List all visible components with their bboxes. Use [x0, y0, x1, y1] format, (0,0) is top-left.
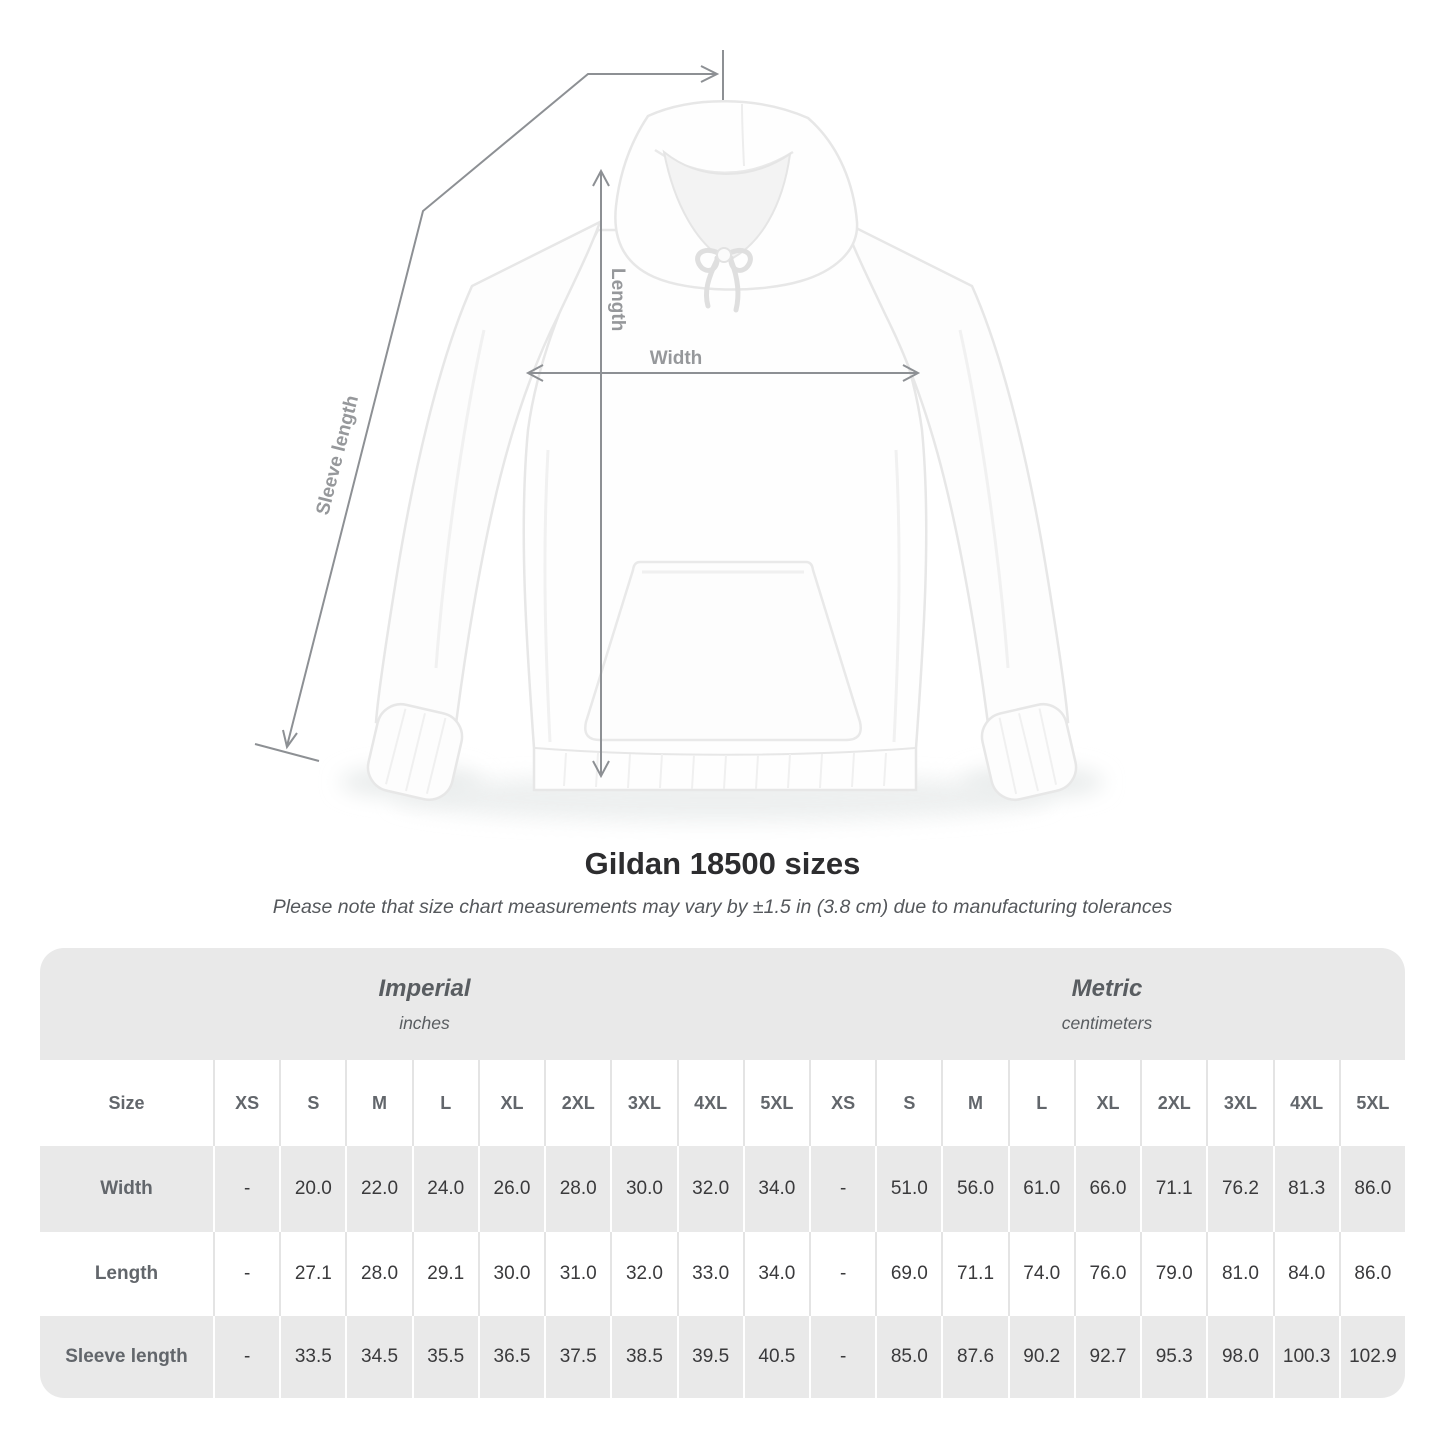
table-cell: 22.0: [345, 1146, 411, 1232]
length-label: Length: [607, 268, 628, 332]
metric-group-name: Metric: [1071, 974, 1143, 1002]
table-cell: 26.0: [478, 1146, 544, 1232]
table-cell: 98.0: [1206, 1316, 1272, 1398]
size-header-metric: 4XL: [1273, 1060, 1339, 1146]
table-cell: 40.5: [743, 1316, 809, 1398]
size-table: [40, 948, 1405, 1398]
table-cell: 24.0: [412, 1146, 478, 1232]
table-cell: 33.0: [677, 1232, 743, 1316]
size-header-metric: XL: [1074, 1060, 1140, 1146]
size-header-imperial: 3XL: [610, 1060, 676, 1146]
table-cell: 20.0: [279, 1146, 345, 1232]
size-header-metric: S: [875, 1060, 941, 1146]
table-cell: 81.3: [1273, 1146, 1339, 1232]
imperial-group-unit: inches: [399, 1012, 450, 1033]
table-cell: 39.5: [677, 1316, 743, 1398]
table-cell: 87.6: [941, 1316, 1007, 1398]
table-cell: 79.0: [1140, 1232, 1206, 1316]
hoodie-pocket: [585, 562, 860, 740]
table-cell: 35.5: [412, 1316, 478, 1398]
table-cell: 33.5: [279, 1316, 345, 1398]
table-cell: 71.1: [941, 1232, 1007, 1316]
table-cell: 27.1: [279, 1232, 345, 1316]
size-header-imperial: 2XL: [544, 1060, 610, 1146]
size-header-imperial: L: [412, 1060, 478, 1146]
size-header-metric: 2XL: [1140, 1060, 1206, 1146]
size-header-imperial: M: [345, 1060, 411, 1146]
table-cell: 76.0: [1074, 1232, 1140, 1316]
size-header-imperial: XL: [478, 1060, 544, 1146]
table-cell: 71.1: [1140, 1146, 1206, 1232]
table-cell: 31.0: [544, 1232, 610, 1316]
table-cell: 30.0: [610, 1146, 676, 1232]
table-cell: -: [213, 1146, 279, 1232]
width-label: Width: [649, 348, 703, 369]
table-cell: 69.0: [875, 1232, 941, 1316]
table-cell: 51.0: [875, 1146, 941, 1232]
page-title: Gildan 18500 sizes: [584, 846, 861, 881]
table-cell: 84.0: [1273, 1232, 1339, 1316]
size-header-metric: 5XL: [1339, 1060, 1405, 1146]
size-column-header: Size: [40, 1060, 213, 1146]
table-cell: 34.0: [743, 1146, 809, 1232]
row-label-width: Width: [40, 1146, 213, 1232]
table-cell: 81.0: [1206, 1232, 1272, 1316]
table-cell: 102.9: [1339, 1316, 1405, 1398]
table-cell: -: [809, 1232, 875, 1316]
size-header-metric: 3XL: [1206, 1060, 1272, 1146]
table-cell: 28.0: [544, 1146, 610, 1232]
metric-group-unit: centimeters: [1061, 1012, 1153, 1033]
hoodie-photo: [340, 101, 1104, 822]
table-cell: 32.0: [610, 1232, 676, 1316]
table-cell: 74.0: [1008, 1232, 1074, 1316]
size-header-metric: XS: [809, 1060, 875, 1146]
table-cell: 29.1: [412, 1232, 478, 1316]
table-cell: 85.0: [875, 1316, 941, 1398]
row-label-sleeve-length: Sleeve length: [40, 1316, 213, 1398]
size-header-metric: L: [1008, 1060, 1074, 1146]
size-header-imperial: 5XL: [743, 1060, 809, 1146]
table-cell: -: [809, 1316, 875, 1398]
table-cell: 34.5: [345, 1316, 411, 1398]
table-cell: 86.0: [1339, 1232, 1405, 1316]
table-cell: 76.2: [1206, 1146, 1272, 1232]
table-cell: -: [809, 1146, 875, 1232]
table-cell: 56.0: [941, 1146, 1007, 1232]
table-cell: 37.5: [544, 1316, 610, 1398]
table-cell: 100.3: [1273, 1316, 1339, 1398]
table-cell: -: [213, 1232, 279, 1316]
table-cell: 32.0: [677, 1146, 743, 1232]
table-cell: 92.7: [1074, 1316, 1140, 1398]
table-cell: 28.0: [345, 1232, 411, 1316]
table-cell: 34.0: [743, 1232, 809, 1316]
table-cell: 86.0: [1339, 1146, 1405, 1232]
table-cell: 66.0: [1074, 1146, 1140, 1232]
size-header-metric: M: [941, 1060, 1007, 1146]
size-header-imperial: XS: [213, 1060, 279, 1146]
sleeve-length-label: Sleeve length: [312, 393, 364, 518]
imperial-group-header: [40, 948, 809, 1060]
table-cell: 30.0: [478, 1232, 544, 1316]
table-cell: 38.5: [610, 1316, 676, 1398]
table-cell: 61.0: [1008, 1146, 1074, 1232]
row-label-length: Length: [40, 1232, 213, 1316]
size-header-imperial: S: [279, 1060, 345, 1146]
table-cell: 90.2: [1008, 1316, 1074, 1398]
imperial-group-name: Imperial: [378, 974, 471, 1002]
size-header-imperial: 4XL: [677, 1060, 743, 1146]
table-cell: 36.5: [478, 1316, 544, 1398]
page-subtitle: Please note that size chart measurements may vary by ±1.5 in (3.8 cm) due to manufacturing tolerances: [272, 896, 1173, 918]
table-cell: -: [213, 1316, 279, 1398]
table-cell: 95.3: [1140, 1316, 1206, 1398]
metric-group-header: [809, 948, 1405, 1060]
